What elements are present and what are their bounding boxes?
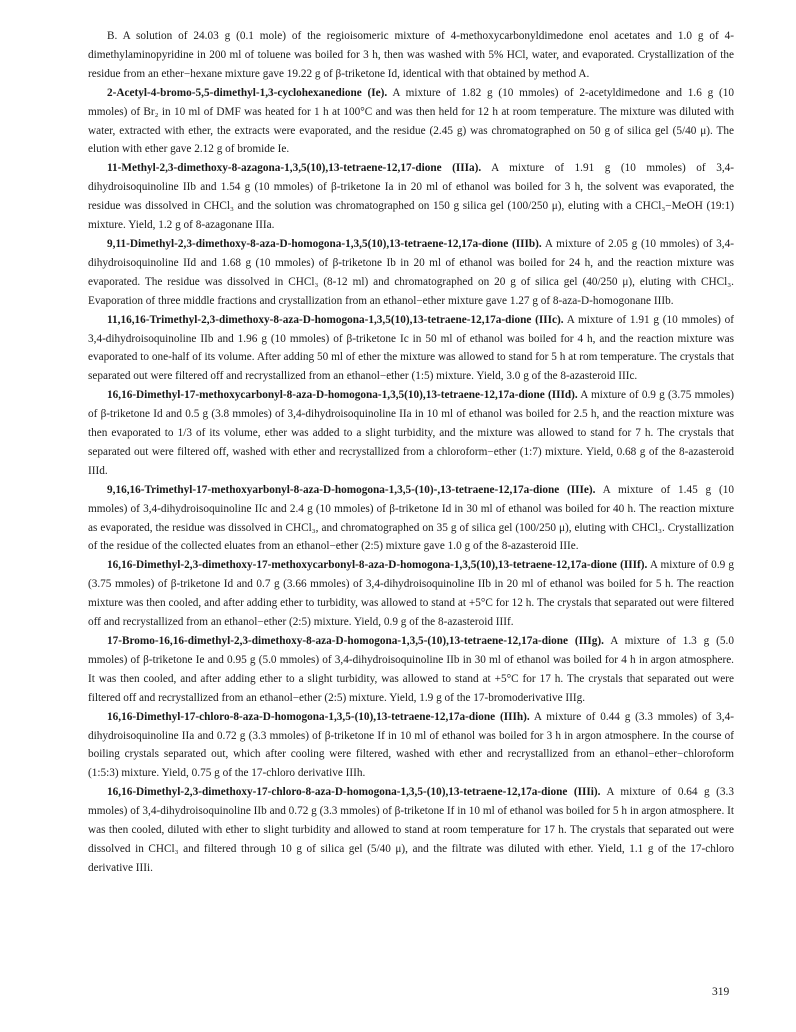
paragraph-body: A mixture of 2.05 g (10 mmoles) of 3,4-dihydroisoquinoline IId and 1.68 g (10 mmoles) of β-triketone Ib in 20 ml of ethanol was boiled for 24 h, and the reaction mixture was evaporated. The residue was dissolved in CHCl₃ (8-12 ml) and chromatographed on 20 g of silica gel (40/250 μ), eluting with CHCl₃. Evaporation of three middle fractions and crystallization from an ethanol−ether mixture gave 1.27 g of 8-aza-D-homogonane IIIb.: [88, 237, 734, 307]
paragraph-compound-Ie: [88, 84, 734, 160]
paragraph-body: A mixture of 1.45 g (10 mmoles) of 3,4-dihydroisoquinoline IIc and 2.4 g (10 mmoles) of β-triketone Id in 30 ml of ethanol was boiled for 40 h. The reaction mixture as evaporated, the residue was dissolved in CHCl₃, and chromatographed on 35 g of silica gel (100/250 μ), eluting with CHCl₃. Crystallization of the residue of the collected eluates from an ethanol−ether (2:5) mixture gave 1.0 g of the 8-azasteroid IIIe.: [88, 483, 734, 553]
compound-heading: 16,16-Dimethyl-17-methoxycarbonyl-8-aza-D-homogona-1,3,5(10),13-tetraene-12,17a-dione (IIId).: [107, 389, 578, 402]
paragraph-compound-IIIa: [88, 159, 734, 235]
compound-heading: 9,16,16-Trimethyl-17-methoxyarbonyl-8-aza-D-homogona-1,3,5-(10)-,13-tetraene-12,17a-dione (IIIe).: [107, 483, 596, 496]
compound-heading: 11-Methyl-2,3-dimethoxy-8-azagona-1,3,5(10),13-tetraene-12,17-dione (IIIa).: [107, 162, 482, 175]
paragraph-body: A mixture of 1.3 g (5.0 mmoles) of β-triketone Ie and 0.95 g (5.0 mmoles) of 3,4-dihydroisoquinoline IIb in 30 ml of ethanol was boiled for 4 h in argon atmosphere. It was then cooled, and after adding ether to a slight turbidity, was allowed to stand at +5°C for 17 h. The crystals that separated out were filtered off and recrystallized from an ethanol−ether (2:5) mixture. Yield, 1.9 g of the 17-bromoderivative IIIg.: [88, 635, 734, 704]
paragraph-body: A mixture of 1.82 g (10 mmoles) of 2-acetyldimedone and 1.6 g (10 mmoles) of Br₂ in 10 ml of DMF was heated for 1 h at 100°C and was then held for 12 h at room temperature. The mixture was diluted with water, extracted with ether, the extracts were evaporated, and the residue (2.45 g) was chromatographed on 50 g of silica gel (5/40 μ). The elution with ether gave 2.12 g of bromide Ie.: [88, 86, 734, 156]
paragraph-compound-IIIb: [88, 235, 734, 311]
paragraph-compound-IIId: [88, 386, 734, 481]
compound-heading: 2-Acetyl-4-bromo-5,5-dimethyl-1,3-cyclohexanedione (Ie).: [107, 86, 388, 99]
paragraph-body: A mixture of 1.91 g (10 mmoles) of 3,4-dihydroisoquinoline IIb and 1.54 g (10 mmoles) of β-triketone Ia in 20 ml of ethanol was boiled for 3 h, the solvent was evaporated, the residue was dissolved in CHCl₃ and the solution was chromatographed on 150 g silica gel (100/250 μ), eluting with a CHCl₃−MeOH (19:1) mixture. Yield, 1.2 g of 8-azagonane IIIa.: [88, 162, 734, 232]
compound-heading: 9,11-Dimethyl-2,3-dimethoxy-8-aza-D-homogona-1,3,5(10),13-tetraene-12,17a-dione (IIIb).: [107, 237, 542, 250]
paragraph-compound-IIIc: [88, 311, 734, 387]
compound-heading: 16,16-Dimethyl-2,3-dimethoxy-17-chloro-8-aza-D-homogona-1,3,5-(10),13-tetraene-12,17a-dione (IIIi).: [107, 786, 601, 799]
paragraph-body: B. A solution of 24.03 g (0.1 mole) of the regioisomeric mixture of 4-methoxycarbonyldimedone enol acetates and 1.0 g of 4-dimethylaminopyridine in 200 ml of toluene was boiled for 3 h, then was washed with 5% HCl, water, and evaporated. Crystallization of the residue from an ether−hexane mixture gave 19.22 g of β-triketone Id, identical with that obtained by method A.: [88, 30, 734, 80]
paragraph-body: A mixture of 1.91 g (10 mmoles) of 3,4-dihydroisoquinoline IIb and 1.96 g (10 mmoles) of β-triketone Ic in 50 ml of ethanol was boiled for 4 h, and the reaction mixture was evaporated to one-half of its volume. After adding 50 ml of ether the mixture was allowed to stand for 5 h at rom temperature. The crystals that separated out were filtered off and recrystallized from an ethanol−ether (1:5) mixture. Yield, 3.0 g of the 8-azasteroid IIIc.: [88, 313, 734, 383]
paragraph-compound-IIIg: [88, 632, 734, 708]
page-number: 319: [712, 986, 730, 998]
compound-heading: 11,16,16-Trimethyl-2,3-dimethoxy-8-aza-D-homogona-1,3,5(10),13-tetraene-12,17a-dione (IIIc).: [107, 313, 564, 326]
paragraph-body: A mixture of 0.9 g (3.75 mmoles) of β-triketone Id and 0.5 g (3.8 mmoles) of 3,4-dihydroisoquinoline IIa in 10 ml of ethanol was boiled for 2.5 h, and the reaction mixture was then evaporated to 1/3 of its volume, ether was added to a slight turbidity, and the mixture was allowed to stand for 7 h. The crystals that separated out were filtered off, washed with ether and recrystallized from a chloroform−ether (1:7) mixture. Yield, 0.68 g of the 8-azasteroid IIId.: [88, 389, 734, 477]
paragraph-compound-IIIh: [88, 708, 734, 784]
paragraph-compound-IIIi: [88, 783, 734, 878]
compound-heading: 16,16-Dimethyl-2,3-dimethoxy-17-methoxycarbonyl-8-aza-D-homogona-1,3,5(10),13-tetraene-12,17a-dione (IIIf).: [107, 559, 648, 572]
paragraph-body: A mixture of 0.64 g (3.3 mmoles) of 3,4-dihydroisoquinoline IIb and 0.72 g (3.3 mmoles) of β-triketone If in 10 ml of ethanol was boiled for 5 h in argon atmosphere. It was then cooled, diluted with ether to slight turbidity and allowed to stand at room temperature for 17 h. The crystals that separated out were dissolved in CHCl₃ and filtered through 10 g of silica gel (5/40 μ), and the filtrate was diluted with ether. Yield, 1.1 g of the 17-chloro derivative IIIi.: [88, 786, 734, 874]
paragraph-method-b: [88, 27, 734, 84]
compound-heading: 16,16-Dimethyl-17-chloro-8-aza-D-homogona-1,3,5-(10),13-tetraene-12,17a-dione (IIIh).: [107, 710, 530, 723]
paragraph-compound-IIIe: [88, 481, 734, 557]
compound-heading: 17-Bromo-16,16-dimethyl-2,3-dimethoxy-8-aza-D-homogona-1,3,5-(10),13-tetraene-12,17a-dione (IIIg).: [107, 635, 604, 647]
paragraph-body: A mixture of 0.44 g (3.3 mmoles) of 3,4-dihydroisoquinoline IIa and 0.72 g (3.3 mmoles) of β-triketone If in 10 ml of ethanol was boiled for 3 h in argon atmosphere. In the course of boiling crystals separated out, which after cooling were filtered, washed with ether and recrystallized from an ethanol−ether−chloroform (1:5:3) mixture. Yield, 0.75 g of the 17-chloro derivative IIIh.: [88, 710, 734, 780]
paragraph-compound-IIIf: [88, 556, 734, 632]
paragraph-body: A mixture of 0.9 g (3.75 mmoles) of β-triketone Id and 0.7 g (3.66 mmoles) of 3,4-dihydroisoquinoline IIb in 20 ml of ethanol was boiled for 5 h. The reaction mixture was then cooled, and after adding ether to turbidity, was allowed to stand at +5°C for 12 h. The crystals that separated out were filtered off and recrystallized from an ethanol−ether (2:5) mixture. Yield, 0.9 g of the 8-azasteroid IIIf.: [88, 559, 734, 629]
article-body: [88, 27, 734, 878]
